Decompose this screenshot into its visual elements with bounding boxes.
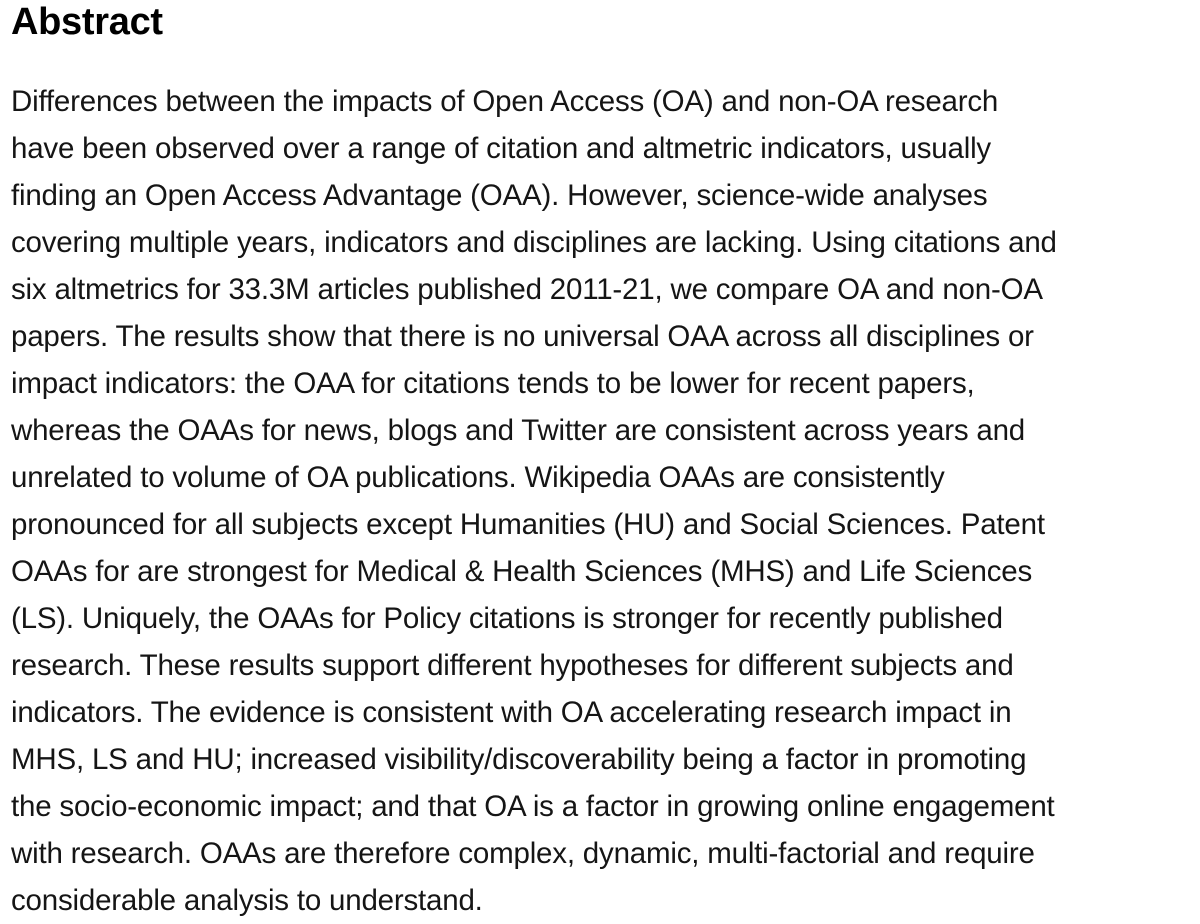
abstract-line: with research. OAAs are therefore complex, dynamic, multi-factorial and require [11,837,1035,870]
abstract-line: whereas the OAAs for news, blogs and Twitter are consistent across years and [11,414,1025,447]
abstract-line: considerable analysis to understand. [11,884,483,917]
abstract-line: OAAs for are strongest for Medical & Health Sciences (MHS) and Life Sciences [11,555,1033,588]
abstract-line: unrelated to volume of OA publications. Wikipedia OAAs are consistently [11,461,945,494]
abstract-line: papers. The results show that there is no universal OAA across all disciplines or [11,320,1034,353]
abstract-line: impact indicators: the OAA for citations tends to be lower for recent papers, [11,367,975,400]
abstract-heading: Abstract [11,1,163,43]
abstract-line: research. These results support different hypotheses for different subjects and [11,649,1014,682]
abstract-line: have been observed over a range of citation and altmetric indicators, usually [11,132,991,165]
abstract-line: Differences between the impacts of Open Access (OA) and non-OA research [11,85,999,118]
abstract-line: indicators. The evidence is consistent with OA accelerating research impact in [11,696,1012,729]
abstract-body [11,78,1195,924]
abstract-line: six altmetrics for 33.3M articles published 2011-21, we compare OA and non-OA [11,273,1043,306]
abstract-line: pronounced for all subjects except Humanities (HU) and Social Sciences. Patent [11,508,1045,541]
abstract-line: (LS). Uniquely, the OAAs for Policy citations is stronger for recently published [11,602,1003,635]
abstract-line: MHS, LS and HU; increased visibility/discoverability being a factor in promoting [11,743,1027,776]
abstract-line: finding an Open Access Advantage (OAA). However, science-wide analyses [11,179,988,212]
abstract-section [11,0,1195,924]
abstract-line: covering multiple years, indicators and disciplines are lacking. Using citations and [11,226,1057,259]
abstract-line: the socio-economic impact; and that OA is a factor in growing online engagement [11,790,1055,823]
